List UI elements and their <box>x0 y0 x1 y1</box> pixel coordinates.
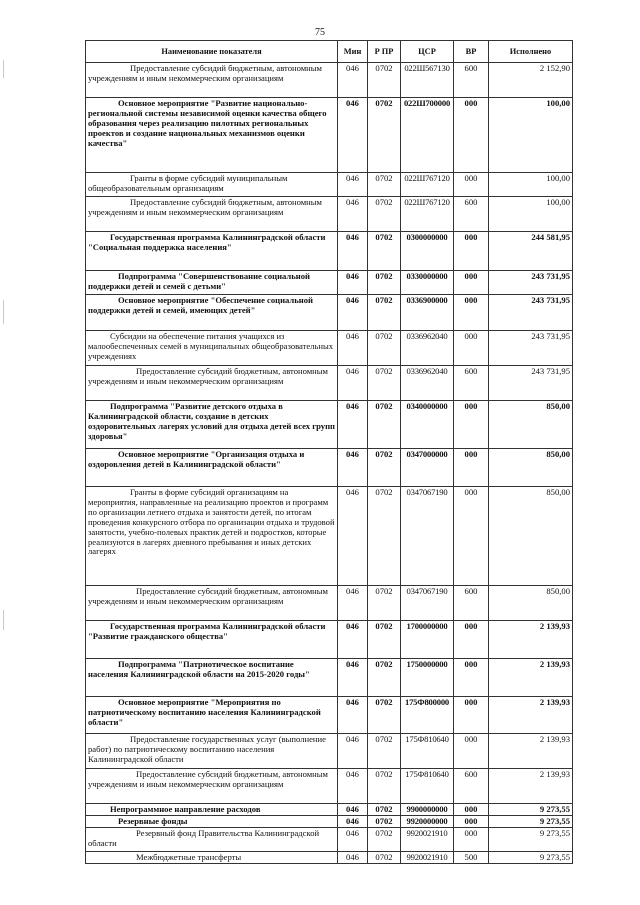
row-csr: 175Ф810640 <box>401 769 454 804</box>
row-min: 046 <box>338 621 368 659</box>
row-vr: 600 <box>454 586 489 621</box>
header-rpr: Р ПР <box>368 41 401 63</box>
row-amount: 243 731,95 <box>489 331 573 366</box>
row-amount: 9 273,55 <box>489 828 573 852</box>
scan-edge-mark <box>3 610 4 630</box>
table-row <box>86 295 573 331</box>
row-csr: 1700000000 <box>401 621 454 659</box>
row-amount: 2 152,90 <box>489 63 573 98</box>
row-amount: 243 731,95 <box>489 366 573 401</box>
table-row <box>86 659 573 697</box>
row-min: 046 <box>338 295 368 331</box>
row-rpr: 0702 <box>368 331 401 366</box>
table-row <box>86 828 573 852</box>
row-rpr: 0702 <box>368 63 401 98</box>
row-min: 046 <box>338 659 368 697</box>
row-min: 046 <box>338 487 368 586</box>
row-vr: 000 <box>454 734 489 769</box>
table-row <box>86 697 573 734</box>
table-row <box>86 487 573 586</box>
row-min: 046 <box>338 804 368 816</box>
row-csr: 0336900000 <box>401 295 454 331</box>
row-min: 046 <box>338 828 368 852</box>
row-vr: 000 <box>454 816 489 828</box>
row-name: Основное мероприятие "Мероприятия по патриотическому воспитанию населения Калининградской области" <box>86 697 338 734</box>
table-row <box>86 271 573 295</box>
row-amount: 850,00 <box>489 401 573 449</box>
row-amount: 9 273,55 <box>489 804 573 816</box>
row-amount: 100,00 <box>489 173 573 197</box>
row-rpr: 0702 <box>368 197 401 232</box>
row-rpr: 0702 <box>368 734 401 769</box>
row-rpr: 0702 <box>368 659 401 697</box>
row-min: 046 <box>338 734 368 769</box>
header-done: Исполнено <box>489 41 573 63</box>
page-number: 75 <box>315 27 325 38</box>
table-row <box>86 173 573 197</box>
row-name: Предоставление субсидий бюджетным, автономным учреждениям и иным некоммерческим организациям <box>86 586 338 621</box>
row-min: 046 <box>338 816 368 828</box>
row-csr: 9920000000 <box>401 816 454 828</box>
row-amount: 2 139,93 <box>489 621 573 659</box>
row-name: Межбюджетные трансферты <box>86 852 338 864</box>
row-vr: 000 <box>454 697 489 734</box>
row-name: Субсидии на обеспечение питания учащихся из малообеспеченных семей в муниципальных общеобразовательных учреждениях <box>86 331 338 366</box>
row-csr: 0340000000 <box>401 401 454 449</box>
row-vr: 500 <box>454 852 489 864</box>
row-name: Подпрограмма "Развитие детского отдыха в Калининградской области, создание в детских оздоровительных лагерях условий для отдыха детей всех групп здоровья" <box>86 401 338 449</box>
row-csr: 9900000000 <box>401 804 454 816</box>
row-vr: 000 <box>454 401 489 449</box>
row-min: 046 <box>338 852 368 864</box>
row-amount: 850,00 <box>489 487 573 586</box>
row-csr: 022Ш767120 <box>401 173 454 197</box>
table-row <box>86 852 573 864</box>
row-rpr: 0702 <box>368 697 401 734</box>
row-csr: 0347000000 <box>401 449 454 487</box>
table-row <box>86 331 573 366</box>
row-name: Резервные фонды <box>86 816 338 828</box>
row-rpr: 0702 <box>368 449 401 487</box>
table-row <box>86 449 573 487</box>
row-vr: 000 <box>454 621 489 659</box>
row-csr: 022Ш700000 <box>401 98 454 173</box>
row-min: 046 <box>338 331 368 366</box>
row-rpr: 0702 <box>368 173 401 197</box>
row-csr: 0300000000 <box>401 232 454 271</box>
scan-edge-mark <box>3 60 4 78</box>
row-name: Предоставление субсидий бюджетным, автономным учреждениям и иным некоммерческим организациям <box>86 63 338 98</box>
row-csr: 0347067190 <box>401 487 454 586</box>
row-name: Подпрограмма "Совершенствование социальной поддержки детей и семей с детьми" <box>86 271 338 295</box>
row-rpr: 0702 <box>368 621 401 659</box>
table-row <box>86 98 573 173</box>
header-name: Наименование показателя <box>86 41 338 63</box>
row-amount: 2 139,93 <box>489 659 573 697</box>
row-csr: 022Ш767120 <box>401 197 454 232</box>
row-amount: 850,00 <box>489 586 573 621</box>
row-csr: 9920021910 <box>401 852 454 864</box>
row-rpr: 0702 <box>368 487 401 586</box>
row-csr: 9920021910 <box>401 828 454 852</box>
row-min: 046 <box>338 586 368 621</box>
row-vr: 000 <box>454 232 489 271</box>
row-csr: 175Ф800000 <box>401 697 454 734</box>
row-name: Государственная программа Калининградской области "Развитие гражданского общества" <box>86 621 338 659</box>
row-min: 046 <box>338 401 368 449</box>
row-min: 046 <box>338 697 368 734</box>
table-row <box>86 586 573 621</box>
row-min: 046 <box>338 232 368 271</box>
row-amount: 2 139,93 <box>489 697 573 734</box>
row-name: Гранты в форме субсидий организациям на мероприятия, направленные на реализацию проектов и программ по организации летнего отдыха и занятости детей, по итогам проведения конкурсного отбора по организации отдыха и трудовой занятости, учебно-полевых практик детей и подростков, которые реализуются в лагерях дневного пребывания и иных детских лагерях <box>86 487 338 586</box>
row-name: Предоставление субсидий бюджетным, автономным учреждениям и иным некоммерческим организациям <box>86 769 338 804</box>
row-min: 046 <box>338 98 368 173</box>
row-amount: 9 273,55 <box>489 816 573 828</box>
row-rpr: 0702 <box>368 816 401 828</box>
row-amount: 850,00 <box>489 449 573 487</box>
row-name: Подпрограмма "Патриотическое воспитание населения Калининградской области на 2015-2020 годы" <box>86 659 338 697</box>
row-amount: 100,00 <box>489 98 573 173</box>
table-row <box>86 366 573 401</box>
row-rpr: 0702 <box>368 852 401 864</box>
row-name: Предоставление субсидий бюджетным, автономным учреждениям и иным некоммерческим организациям <box>86 366 338 401</box>
row-vr: 600 <box>454 63 489 98</box>
row-amount: 243 731,95 <box>489 295 573 331</box>
budget-execution-table <box>85 40 573 864</box>
row-vr: 000 <box>454 449 489 487</box>
row-rpr: 0702 <box>368 828 401 852</box>
row-amount: 244 581,95 <box>489 232 573 271</box>
row-name: Резервный фонд Правительства Калининградской области <box>86 828 338 852</box>
row-vr: 600 <box>454 366 489 401</box>
row-name: Основное мероприятие "Развитие национально-региональной системы независимой оценки качества общего образования через реализацию пилотных региональных проектов и создание национальных механизмов оценки качества" <box>86 98 338 173</box>
row-amount: 9 273,55 <box>489 852 573 864</box>
table-row <box>86 197 573 232</box>
table-row <box>86 816 573 828</box>
row-min: 046 <box>338 197 368 232</box>
row-vr: 000 <box>454 487 489 586</box>
row-csr: 175Ф810640 <box>401 734 454 769</box>
scan-edge-mark <box>3 300 4 324</box>
row-rpr: 0702 <box>368 366 401 401</box>
row-min: 046 <box>338 366 368 401</box>
row-rpr: 0702 <box>368 401 401 449</box>
row-vr: 000 <box>454 173 489 197</box>
row-name: Государственная программа Калининградской области "Социальная поддержка населения" <box>86 232 338 271</box>
row-name: Предоставление субсидий бюджетным, автономным учреждениям и иным некоммерческим организациям <box>86 197 338 232</box>
row-csr: 0330000000 <box>401 271 454 295</box>
row-rpr: 0702 <box>368 271 401 295</box>
row-name: Основное мероприятие "Организация отдыха и оздоровления детей в Калининградской области" <box>86 449 338 487</box>
row-csr: 1750000000 <box>401 659 454 697</box>
row-name: Гранты в форме субсидий муниципальным общеобразовательным организациям <box>86 173 338 197</box>
row-amount: 2 139,93 <box>489 734 573 769</box>
row-csr: 0347067190 <box>401 586 454 621</box>
table-row <box>86 401 573 449</box>
row-vr: 000 <box>454 271 489 295</box>
row-vr: 000 <box>454 804 489 816</box>
row-vr: 000 <box>454 98 489 173</box>
row-rpr: 0702 <box>368 98 401 173</box>
row-csr: 022Ш567130 <box>401 63 454 98</box>
row-rpr: 0702 <box>368 586 401 621</box>
table-row <box>86 232 573 271</box>
row-amount: 2 139,93 <box>489 769 573 804</box>
row-name: Непрограммное направление расходов <box>86 804 338 816</box>
table-row <box>86 621 573 659</box>
row-amount: 243 731,95 <box>489 271 573 295</box>
table-row <box>86 769 573 804</box>
row-vr: 600 <box>454 197 489 232</box>
header-vr: ВР <box>454 41 489 63</box>
row-vr: 000 <box>454 331 489 366</box>
row-csr: 0336962040 <box>401 331 454 366</box>
row-vr: 000 <box>454 295 489 331</box>
row-min: 046 <box>338 173 368 197</box>
row-min: 046 <box>338 63 368 98</box>
table-row <box>86 804 573 816</box>
row-name: Предоставление государственных услуг (выполнение работ) по патриотическому воспитанию населения Калининградской области <box>86 734 338 769</box>
row-min: 046 <box>338 449 368 487</box>
row-min: 046 <box>338 271 368 295</box>
header-csr: ЦСР <box>401 41 454 63</box>
table-row <box>86 63 573 98</box>
row-min: 046 <box>338 769 368 804</box>
row-amount: 100,00 <box>489 197 573 232</box>
row-vr: 000 <box>454 828 489 852</box>
table-row <box>86 734 573 769</box>
row-vr: 600 <box>454 769 489 804</box>
table-header-row <box>86 41 573 63</box>
row-vr: 000 <box>454 659 489 697</box>
row-csr: 0336962040 <box>401 366 454 401</box>
header-min: Мин <box>338 41 368 63</box>
row-rpr: 0702 <box>368 232 401 271</box>
row-name: Основное мероприятие "Обеспечение социальной поддержки детей и семей, имеющих детей" <box>86 295 338 331</box>
row-rpr: 0702 <box>368 769 401 804</box>
row-rpr: 0702 <box>368 804 401 816</box>
row-rpr: 0702 <box>368 295 401 331</box>
